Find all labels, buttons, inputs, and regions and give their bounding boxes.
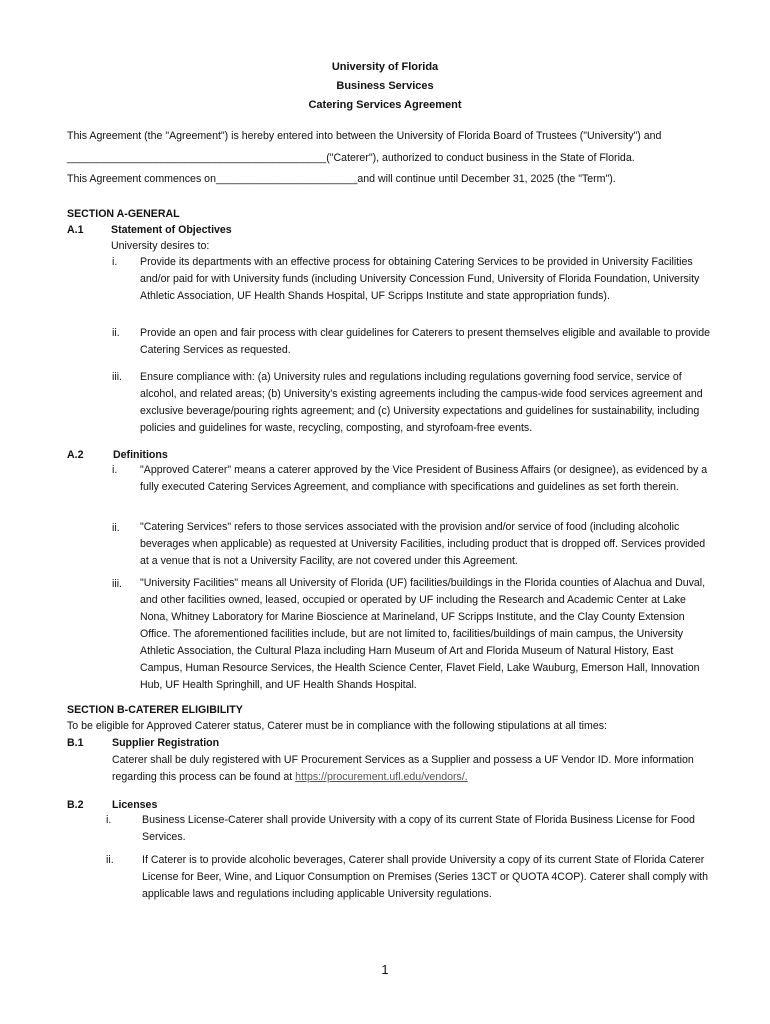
a1-lead: University desires to: bbox=[111, 240, 210, 252]
a2-item-1-text: "Approved Caterer" means a caterer approved by the Vice President of Business Affairs (or designee), as evidenced by a fully executed Catering Services Agreement, and compliance with specifications and guidelines as set forth therein. bbox=[140, 464, 708, 493]
a2-item-1-number: i. bbox=[112, 464, 118, 476]
b2-item-2-text: If Caterer is to provide alcoholic beverages, Caterer shall provide University a copy of its current State of Florida Caterer License for Beer, Wine, and Liquor Consumption on Premises (Series 13CT or QUOTA 4COP). Caterer shall comply with applicable laws and regulations including applicable University regulations. bbox=[142, 854, 709, 900]
b2-number: B.2 bbox=[67, 799, 84, 811]
a2-number: A.2 bbox=[67, 449, 84, 461]
a1-title: Statement of Objectives bbox=[111, 224, 232, 236]
b1-title: Supplier Registration bbox=[112, 737, 220, 749]
b1-body: Caterer shall be duly registered with UF Procurement Services as a Supplier and possess a UF Vendor ID. More information regarding this process can be found at bbox=[112, 754, 694, 783]
a1-item-2-number: ii. bbox=[112, 327, 120, 339]
a1-item-3-number: iii. bbox=[112, 371, 123, 383]
b2-title: Licenses bbox=[112, 799, 158, 811]
b1-number: B.1 bbox=[67, 737, 84, 749]
intro-line-1: This Agreement (the "Agreement") is hereby entered into between the University of Florida Board of Trustees ("University") and bbox=[67, 130, 662, 142]
section-b-title: SECTION B-CATERER ELIGIBILITY bbox=[67, 704, 243, 716]
b2-item-1-number: i. bbox=[106, 814, 112, 826]
b1-text bbox=[112, 752, 717, 786]
a1-number: A.1 bbox=[67, 224, 84, 236]
section-b-lead: To be eligible for Approved Caterer status, Caterer must be in compliance with the following stipulations at all times: bbox=[67, 720, 607, 732]
intro-line-2: ____________________________________________("Caterer"), authorized to conduct business in the State of Florida. bbox=[67, 152, 635, 164]
a1-item-2-text: Provide an open and fair process with clear guidelines for Caterers to present themselves eligible and available to provide Catering Services as requested. bbox=[140, 327, 711, 356]
section-a-title: SECTION A-GENERAL bbox=[67, 208, 180, 220]
a2-item-2-text: "Catering Services" refers to those services associated with the provision and/or service of food (including alcoholic beverages when applicable) as requested at University Facilities, including product that is dropped off. Services provided at a venue that is not a University Facility, are not covered under this Agreement. bbox=[140, 521, 706, 567]
b2-item-1-text: Business License-Caterer shall provide University with a copy of its current State of Florida Business License for Food Services. bbox=[142, 814, 695, 843]
a1-item-3-text: Ensure compliance with: (a) University rules and regulations including regulations governing food service, service of alcohol, and related areas; (b) University's existing agreements including the campus-wide food services agreement and exclusive beverage/pouring rights agreement; and (c) University expectations and guidelines for sustainability, including policies and guidelines for waste, recycling, composting, and styrofoam-free events. bbox=[140, 371, 703, 434]
page-number: 1 bbox=[381, 962, 389, 977]
a2-item-3-text: "University Facilities" means all University of Florida (UF) facilities/buildings in the Florida counties of Alachua and Duval, and other facilities owned, leased, occupied or operated by UF including the Research and Academic Center at Lake Nona, Whitney Laboratory for Marine Bioscience at Marineland, UF Scripps Institute, and the Clay County Extension Office. The aforementioned facilities include, but are not limited to, facilities/buildings of main campus, the University Athletic Association, the Cultural Plaza including Harn Museum of Art and Florida Museum of Natural History, East Campus, Human Resource Services, the Health Science Center, Flavet Field, Lake Wauburg, Emerson Hall, Innovation Hub, UF Health Springhill, and UF Health Shands Hospital. bbox=[140, 577, 706, 691]
a2-item-3-number: iii. bbox=[112, 578, 123, 590]
b2-item-2-number: ii. bbox=[106, 854, 114, 866]
procurement-vendors-link[interactable]: https://procurement.ufl.edu/vendors/. bbox=[295, 771, 468, 783]
a2-item-2-number: ii. bbox=[112, 522, 120, 534]
a2-title: Definitions bbox=[113, 449, 168, 461]
header-department: Business Services bbox=[336, 80, 434, 92]
a1-item-1-number: i. bbox=[112, 256, 118, 268]
intro-line-3: This Agreement commences on________________________and will continue until December 31, 2025 (the "Term"). bbox=[67, 173, 616, 185]
a1-item-1-text: Provide its departments with an effective process for obtaining Catering Services to be provided in University Facilities and/or paid for with University funds (including University Concession Fund, University of Florida Foundation, University Athletic Association, UF Health Shands Hospital, UF Scripps Institute and state appropriation funds). bbox=[140, 256, 700, 302]
document-title: Catering Services Agreement bbox=[308, 99, 462, 111]
header-institution: University of Florida bbox=[331, 61, 439, 73]
